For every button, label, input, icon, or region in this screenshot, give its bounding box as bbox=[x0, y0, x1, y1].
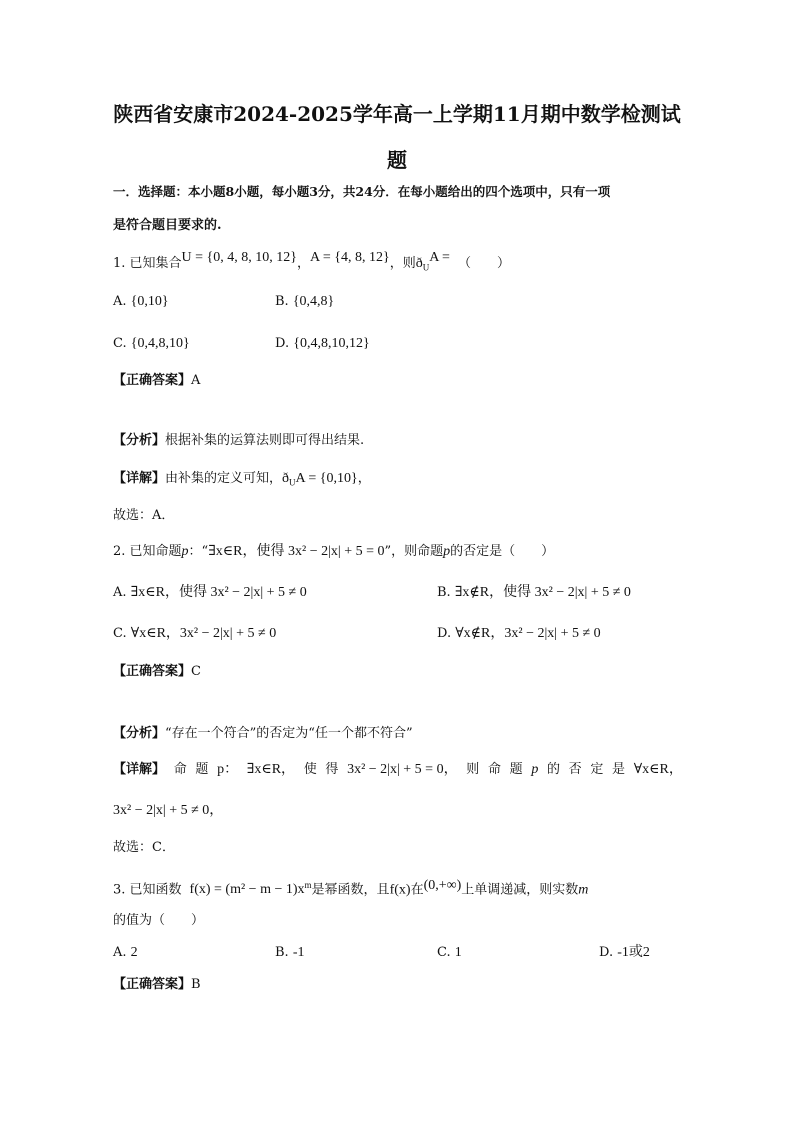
q3-option-d-label: D. bbox=[599, 945, 614, 960]
q1-option-b bbox=[275, 292, 334, 312]
q1-set-u: U = {0, 4, 8, 10, 12} bbox=[181, 250, 297, 265]
q2-option-d-label: D. bbox=[437, 626, 452, 641]
q3-option-c-value: 1 bbox=[454, 945, 462, 960]
q2-option-c-label: C. bbox=[113, 626, 127, 641]
q1-answer-value: A bbox=[191, 373, 201, 388]
document-title-line2: 题 bbox=[387, 148, 407, 172]
q2-detail-word: 使 bbox=[303, 762, 317, 777]
q1-detail-text: 由补集的定义可知， bbox=[165, 471, 283, 486]
section-heading-line2: 是符合题目要求的. bbox=[113, 218, 222, 233]
q2-detail-word: 定 bbox=[590, 762, 604, 777]
q1-detail-complement: ð bbox=[282, 471, 290, 486]
q2-detail-word: p bbox=[531, 762, 539, 777]
q2-detail-word: 题 bbox=[509, 762, 523, 777]
q1-analysis-tag: 【分析】 bbox=[113, 433, 166, 448]
q1-set-a: A = {4, 8, 12} bbox=[310, 250, 390, 265]
q3-stem-line1 bbox=[113, 875, 588, 900]
q1-complement-sub: U bbox=[422, 262, 430, 273]
q2-proposition: ∃x∈R，使得 3x² − 2|x| + 5 = 0 bbox=[208, 544, 385, 559]
q1-complement-symbol: ð bbox=[415, 256, 423, 271]
q1-detail-result: A = {0,10} bbox=[295, 471, 358, 486]
q3-option-d-value: -1或2 bbox=[617, 945, 650, 960]
q2-analysis-text: “存在一个符合”的否定为“任一个都不符合” bbox=[165, 726, 413, 741]
q1-choose: 故选：A． bbox=[113, 508, 175, 523]
q2-detail-word: 3x² − 2|x| + 5 = 0， bbox=[347, 762, 458, 777]
q1-answer-paren: （ ） bbox=[457, 256, 510, 271]
q1-option-a-label: A. bbox=[113, 294, 127, 309]
q2-answer-tag: 【正确答案】 bbox=[113, 664, 192, 679]
q1-answer-tag: 【正确答案】 bbox=[113, 373, 192, 388]
document-title-line1: 陕西省安康市2024-2025学年高一上学期11月期中数学检测试 bbox=[113, 102, 681, 126]
q2-detail-word: 得 bbox=[325, 762, 339, 777]
q1-complement-expr: A = bbox=[429, 250, 450, 265]
q1-stem-then: ，则 bbox=[389, 256, 416, 271]
q2-detail-word: 题 bbox=[195, 762, 209, 777]
q1-option-a bbox=[113, 292, 169, 312]
q3-stem-m: m bbox=[578, 882, 589, 898]
q2-choose: 故选：C． bbox=[113, 840, 175, 855]
q2-detail-word: 则 bbox=[466, 762, 480, 777]
q2-detail-word: 是 bbox=[612, 762, 626, 777]
q1-stem bbox=[113, 250, 510, 278]
q3-stem-on: 在 bbox=[410, 882, 424, 898]
q2-stem-end: 的否定是（ ） bbox=[450, 544, 555, 559]
q2-option-b-label: B. bbox=[437, 585, 451, 600]
q2-detail-word: ∃x∈R， bbox=[246, 762, 296, 777]
q3-option-b-label: B. bbox=[275, 945, 289, 960]
q2-stem-quote-open: ：“ bbox=[188, 544, 209, 559]
q2-detail-line2: 3x² − 2|x| + 5 ≠ 0， bbox=[113, 803, 224, 818]
q1-option-c-label: C. bbox=[113, 336, 127, 351]
q3-option-d bbox=[599, 943, 650, 963]
q3-answer-tag: 【正确答案】 bbox=[113, 977, 192, 992]
q1-option-a-value: {0,10} bbox=[130, 294, 169, 309]
q3-fx: f(x) bbox=[389, 882, 411, 898]
q2-stem-p2: p bbox=[443, 544, 451, 559]
q2-detail-line1 bbox=[113, 760, 683, 780]
q3-correct-answer bbox=[113, 975, 201, 995]
q3-function-exponent: m bbox=[304, 880, 312, 890]
q2-stem-then: ”，则命题 bbox=[384, 544, 444, 559]
q1-option-d bbox=[275, 334, 370, 354]
q2-detail-word: 命 bbox=[173, 762, 187, 777]
q2-detail-word: p： bbox=[217, 762, 239, 777]
q1-stem-text: 1. 已知集合 bbox=[113, 256, 182, 271]
q2-option-b-value: ∃x∉R，使得 3x² − 2|x| + 5 ≠ 0 bbox=[454, 585, 631, 600]
q1-detail bbox=[113, 469, 371, 493]
q2-detail-tag: 【详解】 bbox=[113, 762, 166, 777]
q2-option-d-value: ∀x∉R，3x² − 2|x| + 5 ≠ 0 bbox=[455, 626, 601, 641]
q2-option-a-value: ∃x∈R，使得 3x² − 2|x| + 5 ≠ 0 bbox=[130, 585, 307, 600]
q1-analysis-text: 根据补集的运算法则即可得出结果. bbox=[165, 433, 365, 448]
q2-option-c bbox=[113, 624, 276, 644]
q2-answer-value: C bbox=[191, 664, 201, 679]
q3-stem-line2: 的值为（ ） bbox=[113, 913, 205, 928]
q3-interval: (0,+∞) bbox=[423, 878, 462, 894]
q3-option-c bbox=[437, 943, 462, 963]
section-heading-line1: 一．选择题：本小题8小题，每小题3分，共24分．在每小题给出的四个选项中，只有一项 bbox=[113, 184, 611, 199]
q1-detail-comma: ， bbox=[357, 471, 371, 486]
q3-option-b-value: -1 bbox=[292, 945, 305, 960]
q2-stem bbox=[113, 542, 554, 562]
q2-correct-answer bbox=[113, 662, 201, 682]
q2-detail-word: 否 bbox=[568, 762, 582, 777]
q1-option-d-value: {0,4,8,10,12} bbox=[293, 336, 370, 351]
q1-detail-tag: 【详解】 bbox=[113, 471, 166, 486]
q2-detail-word: 的 bbox=[546, 762, 560, 777]
q1-option-b-label: B. bbox=[275, 294, 289, 309]
q3-stem-text: 3. 已知函数 bbox=[113, 882, 182, 898]
q2-stem-text: 2. 已知命题 bbox=[113, 544, 182, 559]
q1-option-d-label: D. bbox=[275, 336, 290, 351]
q2-stem-p: p bbox=[181, 544, 189, 559]
q3-function-expr: f(x) = (m² − m − 1)x bbox=[189, 882, 305, 898]
q1-analysis bbox=[113, 431, 364, 451]
q3-option-a-value: 2 bbox=[130, 945, 138, 960]
q2-option-b bbox=[437, 583, 631, 603]
q2-analysis bbox=[113, 724, 413, 744]
q3-stem-decreasing: 上单调递减，则实数 bbox=[461, 882, 579, 898]
q2-detail-word: 命 bbox=[487, 762, 501, 777]
q3-option-a bbox=[113, 943, 138, 963]
q3-option-c-label: C. bbox=[437, 945, 451, 960]
q3-stem-power: 是幂函数，且 bbox=[311, 882, 390, 898]
q1-option-c-value: {0,4,8,10} bbox=[130, 336, 190, 351]
q1-stem-comma: ， bbox=[297, 256, 311, 271]
q2-option-c-value: ∀x∈R，3x² − 2|x| + 5 ≠ 0 bbox=[130, 626, 277, 641]
q2-option-d bbox=[437, 624, 601, 644]
q1-option-b-value: {0,4,8} bbox=[292, 294, 335, 309]
q3-option-b bbox=[275, 943, 305, 963]
q2-detail-word: ∀x∈R， bbox=[633, 762, 683, 777]
q3-option-a-label: A. bbox=[113, 945, 127, 960]
q1-detail-sub: U bbox=[289, 477, 296, 488]
q2-option-a-label: A. bbox=[113, 585, 127, 600]
q1-correct-answer bbox=[113, 371, 200, 391]
q2-analysis-tag: 【分析】 bbox=[113, 726, 166, 741]
q1-option-c bbox=[113, 334, 190, 354]
q3-answer-value: B bbox=[191, 977, 201, 992]
q2-option-a bbox=[113, 583, 307, 603]
